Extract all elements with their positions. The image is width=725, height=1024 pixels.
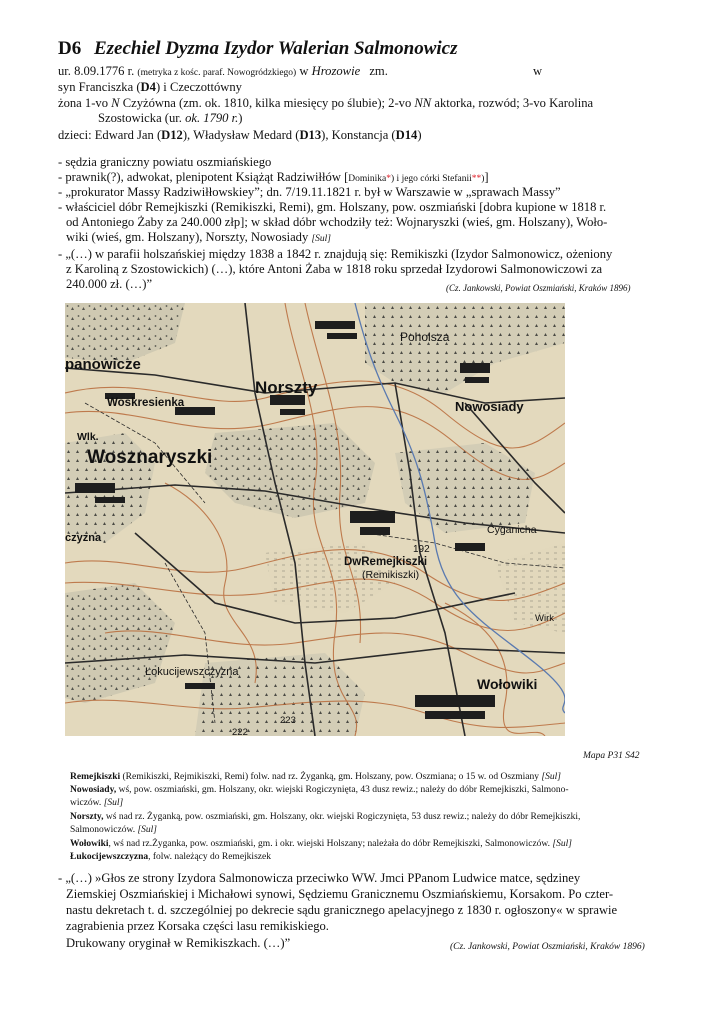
quote-line: Drukowany oryginał w Remikiszkach. (…)” [66,936,291,950]
bio-item: - „prokurator Massy Radziwiłłowskiey”; dn. 7/19.11.1821 r. był w Warszawie w „sprawach Massy” [58,185,561,199]
quote-line: nastu dekretach t. d. szczególniej po dekrecie sądu granicznego apelacyjnego z 1830 r. ogłoszony« w sprawie [66,903,618,917]
map-label-223: 223 [280,715,296,726]
legend-line: Łukocijewszczyzna, folw. należący do Remejkiszek [70,852,271,862]
parents-line: syn Franciszka (D4) i Czeczottówny [58,80,242,94]
map-label-wik: Wlk. [77,431,99,443]
page-title [58,38,457,60]
map-label-wosznaryszki: Wosznaryszki [87,447,213,468]
bio-item-cont: wiki (wieś, gm. Holszany), Norszty, Nowosiady [Sul] [66,230,331,244]
map-label-czyzna: czyzna [65,532,102,544]
person-name: Ezechiel Dyzma Izydor Walerian Salmonowicz [93,38,458,59]
person-code: D6 [58,38,82,59]
map-label-remikiszki: (Remikiszki) [362,569,420,581]
map-caption: Mapa P31 S42 [583,751,640,761]
map-label-poholsza: Poholsza [400,330,450,344]
quote-line: - „(…) »Głos ze strony Izydora Salmonowicza przeciwko WW. Jmci PPanom Ludwice matce, sędziney [58,871,581,885]
historical-map [65,303,565,736]
birth-line: ur. 8.09.1776 r. (metryka z kośc. paraf. Nowogródzkiego) w Hrozowie zm. [58,64,388,78]
quote-source: (Cz. Jankowski, Powiat Oszmiański, Kraków 1896) [450,942,645,952]
map-label-cyganicha: Cyganicha [487,524,537,536]
map-image [65,303,565,736]
wives-line-2: Szostowicka (ur. ok. 1790 r.) [98,111,243,125]
map-label-woskresienka: Woskresienka [107,397,185,409]
map-label-norszty: Norszty [255,378,318,397]
legend-line: Remejkiszki (Remikiszki, Rejmikiszki, Remi) folw. nad rz. Żyganką, gm. Holszany, pow. Oszmiana; o 15 w. od Oszmiany [Sul] [70,772,561,782]
legend-line: Norszty, wś nad rz. Żyganką, pow. oszmiański, gm. Holszany, okr. wiejski Rogiczynięta, 53 dusz rewiz.; należy do dóbr Remejkiszki, [70,812,581,822]
map-label-wolowiki: Wołowiki [477,676,538,692]
bio-item: - sędzia graniczny powiatu oszmiańskiego [58,155,272,169]
birth-place: Hrozowie [311,64,361,78]
bio-item-cont: z Karoliną z Szostowickich) (…), które Antoni Żaba w 1818 roku sprzedał Izydorowi Salmonowiczowi za [66,262,603,276]
wives-line: żona 1-vo N Czyżówna (zm. ok. 1810, kilka miesięcy po ślubie); 2-vo NN aktorka, rozwód; 3-vo Karolina [58,96,594,110]
map-label-panowicze: panowicze [65,356,141,373]
bio-source: (Cz. Jankowski, Powiat Oszmiański, Kraków 1896) [446,283,631,293]
birth-source: (metryka z kośc. paraf. Nowogródzkiego) [137,68,297,78]
bio-item: - „(…) w parafii holszańskiej między 1838 a 1842 r. znajdują się: Remikiszki (Izydor Salmonowicz, ożeniony [58,247,613,261]
quote-line: zagrabienia przez Korsaka części lasu remikiskiego. [66,919,329,933]
bio-item-cont: od Antoniego Żaby za 240.000 złp]; w skład dóbr wchodziły też: Wojnaryszki (wieś, gm. Holszany), Woło- [66,215,608,229]
map-label-nowosiady: Nowosiady [455,399,524,414]
quote-line: Ziemskiej Oszmiańskiej i Michałowi synowi, Sędziemu Granicznemu Oszmiańskiemu, Korsakom. Po czter- [66,887,614,901]
map-label-222: 222 [232,727,248,736]
map-label-wirk: Wirk [535,613,554,624]
bio-item-cont: 240.000 zł. (…)” [66,277,153,291]
legend-line: Wołowiki, wś nad rz.Żyganka, pow. oszmiański, gm. i okr. wiejski Holszany; należała do dóbr Remejkiszki, Salmonowiczów. [Sul] [70,839,572,849]
death-place-w: w [533,64,543,78]
legend-line: Salmonowiczów. [Sul] [70,825,158,835]
map-label-lokucijewszczyzna: Łokucijewszczyzna [145,666,239,678]
children-line: dzieci: Edward Jan (D12), Władysław Medard (D13), Konstancja (D14) [58,128,422,142]
bio-item: - prawnik(?), adwokat, plenipotent Książąt Radziwiłłów [Dominika*) i jego córki Stefanii**)] [58,170,489,184]
bio-item: - właściciel dóbr Remejkiszki (Remikiszki, Remi), gm. Holszany, pow. oszmiański [dobra kupione w 1818 r. [58,200,607,214]
legend-line: Nowosiady, wś, pow. oszmiański, gm. Holszany, okr. wiejski Rogiczynięta, 43 dusz rewiz.; należy do dóbr Remejkiszki, Salmono- [70,785,569,795]
map-label-192: 192 [413,544,430,555]
legend-line: wiczów. [Sul] [70,798,124,808]
map-label-remejkiszki: DwRemejkiszki [344,556,428,568]
